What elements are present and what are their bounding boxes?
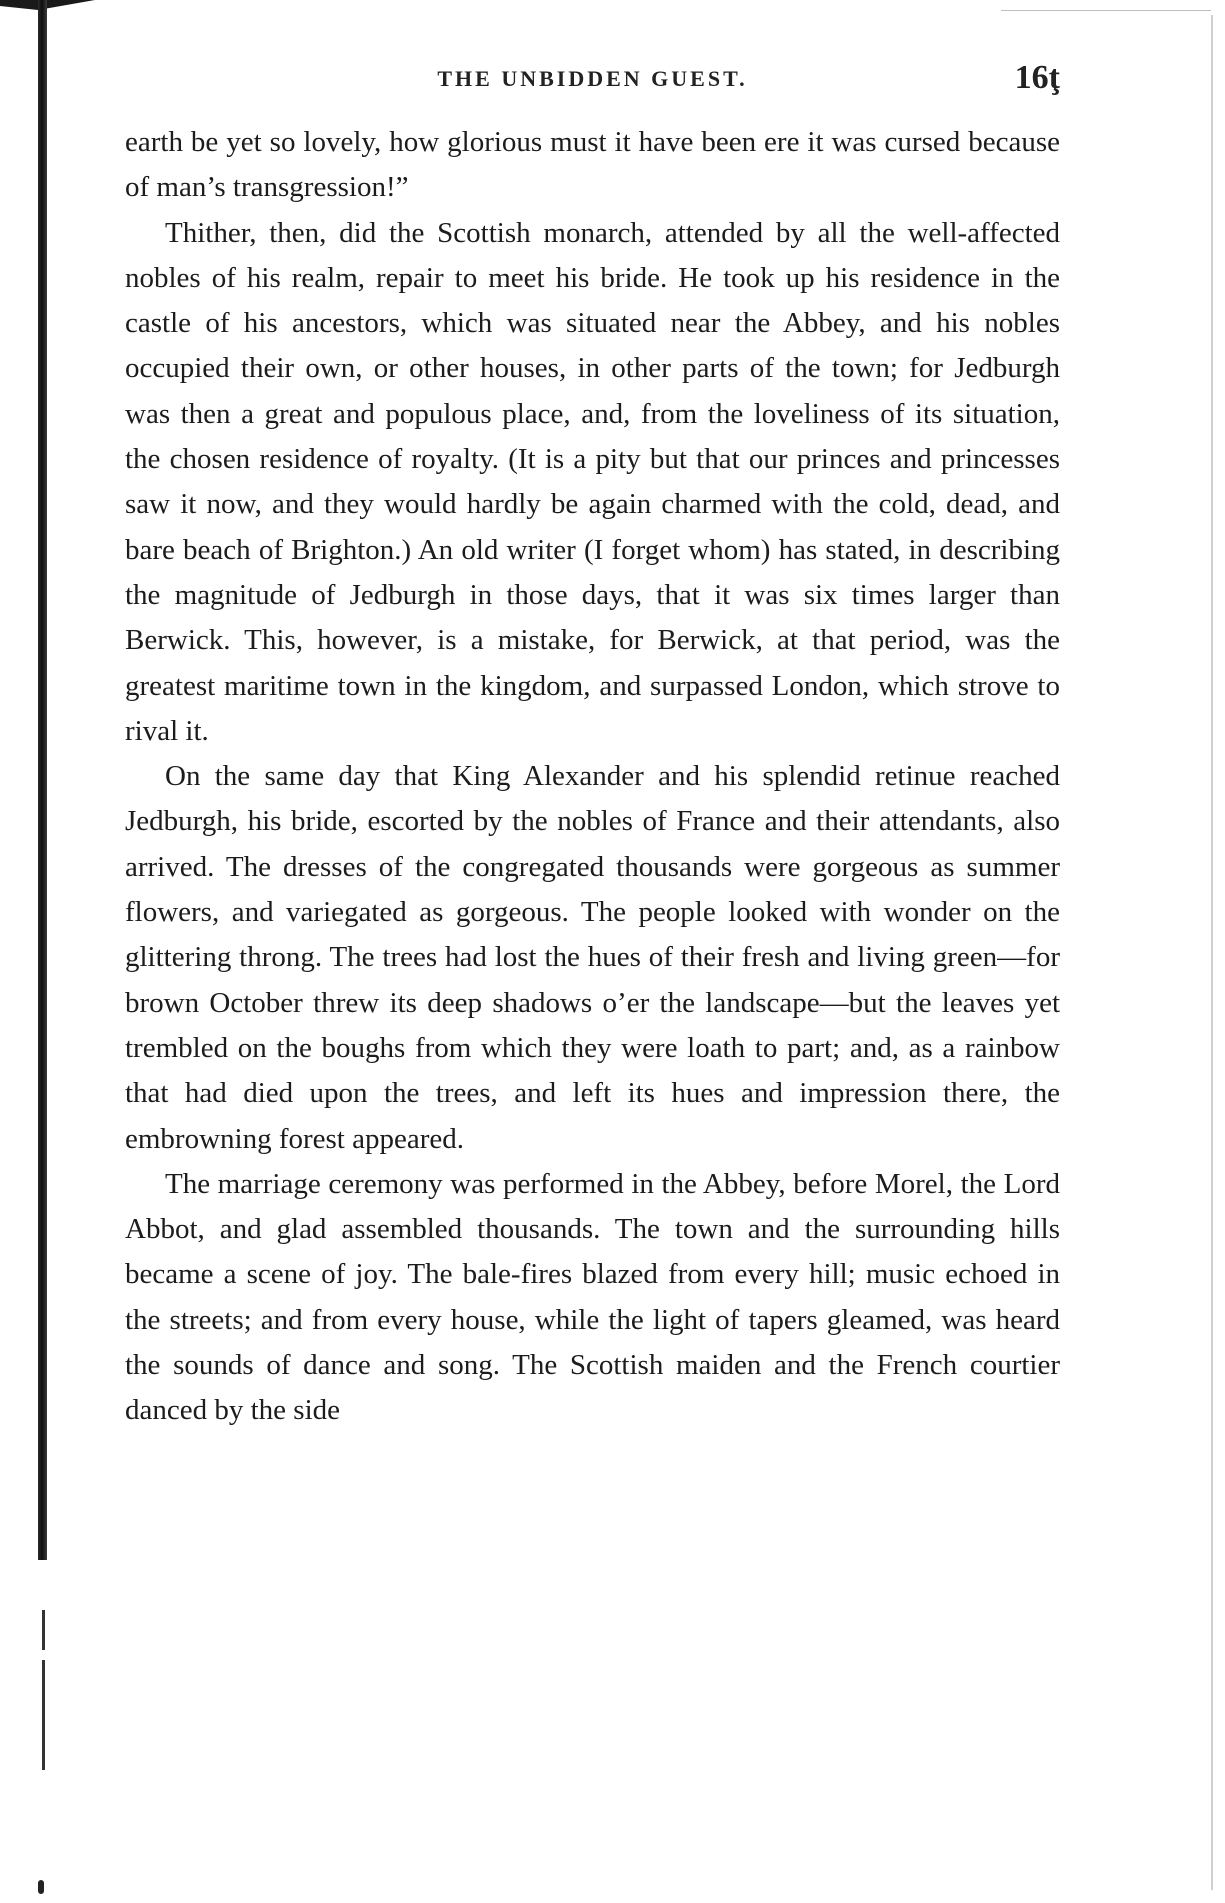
binding-fragment [42,1610,45,1650]
paragraph: earth be yet so lovely, how glorious must it have been ere it was cursed because of man’s transgression!” [125,126,1060,204]
page-number: 16ţ [1014,59,1060,96]
body-text [125,120,1060,1434]
right-edge-rule [1211,15,1213,1890]
ink-speck [38,1880,44,1894]
paragraph: On the same day that King Alexander and his splendid retinue reached Jedburgh, his bride, escorted by the nobles of France and their attendants, also arrived. The dresses of the congregated thousands were gorgeous as summer flowers, and variegated as gorgeous. The people looked with wonder on the glittering throng. The trees had lost the hues of their fresh and living green—for brown October threw its deep shadows o’er the landscape—but the leaves yet trembled on the boughs from which they were loath to part; and, as a rainbow that had died upon the trees, and left its hues and impression there, the embrowning forest appeared. [125,760,1060,1155]
book-page [125,59,1060,1434]
running-title: THE UNBIDDEN GUEST. [437,66,748,91]
page-binding-edge [38,0,47,1560]
binding-fragment [42,1660,45,1770]
paragraph: Thither, then, did the Scottish monarch, attended by all the well-affected nobles of his realm, repair to meet his bride. He took up his residence in the castle of his ancestors, which was situated near the Abbey, and his nobles occupied their own, or other houses, in other parts of the town; for Jedburgh was then a great and populous place, and, from the loveliness of its situation, the chosen residence of royalty. (It is a pity but that our princes and princesses saw it now, and they would hardly be again charmed with the cold, dead, and bare beach of Brighton.) An old writer (I forget whom) has stated, in describing the magnitude of Jedburgh in those days, that it was six times larger than Berwick. This, however, is a mistake, for Berwick, at that period, was the greatest maritime town in the kingdom, and surpassed London, which strove to rival it. [125,216,1060,747]
paragraph: The marriage ceremony was performed in the Abbey, before Morel, the Lord Abbot, and glad assembled thousands. The town and the surrounding hills became a scene of joy. The bale-fires blazed from every hill; music echoed in the streets; and from every house, while the light of tapers gleamed, was heard the sounds of dance and song. The Scottish maiden and the French courtier danced by the side [125,1167,1060,1427]
top-edge-rule [1001,10,1211,11]
page-header [125,59,1060,120]
binding-corner [0,0,95,10]
